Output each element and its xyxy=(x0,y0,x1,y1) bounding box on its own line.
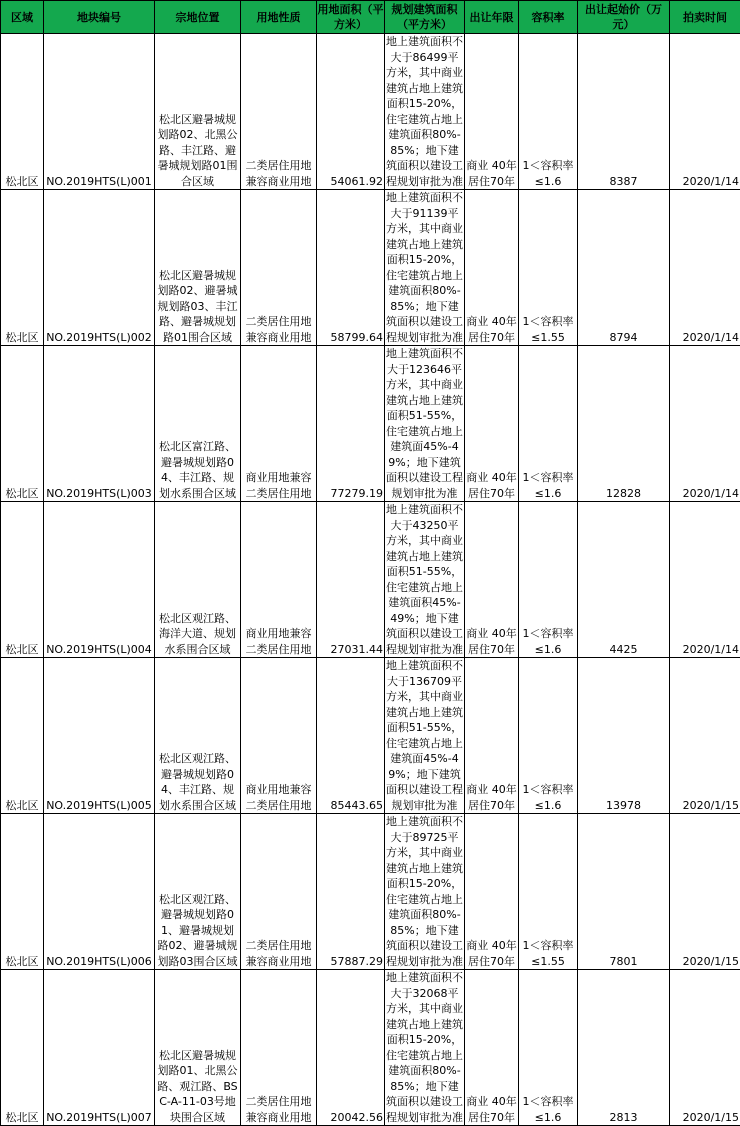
cell-code: NO.2019HTS(L)005 xyxy=(44,658,155,814)
cell-district: 松北区 xyxy=(1,190,44,346)
cell-far: 1＜容积率≤1.6 xyxy=(519,502,578,658)
cell-term: 商业 40年居住70年 xyxy=(465,190,519,346)
cell-code: NO.2019HTS(L)007 xyxy=(44,970,155,1126)
cell-gfa: 地上建筑面积不大于136709平方米，其中商业建筑占地上建筑面积51-55%，住宅建筑占地上建筑面45%-49%；地下建筑面积以建设工程规划审批为准 xyxy=(385,658,465,814)
header-area: 用地面积（平方米） xyxy=(317,1,385,34)
cell-area: 85443.65 xyxy=(317,658,385,814)
cell-far: 1＜容积率≤1.55 xyxy=(519,814,578,970)
cell-code: NO.2019HTS(L)002 xyxy=(44,190,155,346)
cell-gfa: 地上建筑面积不大于86499平方米，其中商业建筑占地上建筑面积15-20%，住宅建筑占地上建筑面积80%-85%；地下建筑面积以建设工程规划审批为准 xyxy=(385,34,465,190)
cell-area: 77279.19 xyxy=(317,346,385,502)
cell-location: 松北区富江路、避暑城规划路04、丰江路、规划水系围合区域 xyxy=(155,346,241,502)
cell-far: 1＜容积率≤1.6 xyxy=(519,658,578,814)
cell-far: 1＜容积率≤1.6 xyxy=(519,970,578,1126)
cell-date: 2020/1/15 xyxy=(670,970,740,1126)
cell-district: 松北区 xyxy=(1,502,44,658)
header-price: 出让起始价（万元） xyxy=(578,1,670,34)
cell-date: 2020/1/14 xyxy=(670,34,740,190)
cell-gfa: 地上建筑面积不大于123646平方米，其中商业建筑占地上建筑面积51-55%，住宅建筑占地上建筑面45%-49%；地下建筑面积以建设工程规划审批为准 xyxy=(385,346,465,502)
cell-price: 2813 xyxy=(578,970,670,1126)
cell-code: NO.2019HTS(L)004 xyxy=(44,502,155,658)
cell-term: 商业 40年居住70年 xyxy=(465,970,519,1126)
cell-price: 7801 xyxy=(578,814,670,970)
header-far: 容积率 xyxy=(519,1,578,34)
cell-district: 松北区 xyxy=(1,658,44,814)
cell-location: 松北区观江路、海洋大道、规划水系围合区域 xyxy=(155,502,241,658)
cell-use: 二类居住用地兼容商业用地 xyxy=(241,190,317,346)
header-row xyxy=(1,1,740,34)
cell-use: 二类居住用地兼容商业用地 xyxy=(241,970,317,1126)
table-row xyxy=(1,34,740,190)
cell-date: 2020/1/15 xyxy=(670,658,740,814)
cell-use: 商业用地兼容二类居住用地 xyxy=(241,658,317,814)
cell-gfa: 地上建筑面积不大于43250平方米，其中商业建筑占地上建筑面积51-55%，住宅建筑占地上建筑面积45%-49%；地下建筑面积以建设工程规划审批为准 xyxy=(385,502,465,658)
cell-gfa: 地上建筑面积不大于32068平方米，其中商业建筑占地上建筑面积15-20%，住宅建筑占地上建筑面积80%-85%；地下建筑面积以建设工程规划审批为准 xyxy=(385,970,465,1126)
cell-code: NO.2019HTS(L)003 xyxy=(44,346,155,502)
cell-far: 1＜容积率≤1.55 xyxy=(519,190,578,346)
cell-use: 二类居住用地兼容商业用地 xyxy=(241,34,317,190)
cell-price: 13978 xyxy=(578,658,670,814)
cell-far: 1＜容积率≤1.6 xyxy=(519,346,578,502)
cell-price: 12828 xyxy=(578,346,670,502)
cell-term: 商业 40年居住70年 xyxy=(465,658,519,814)
cell-date: 2020/1/14 xyxy=(670,346,740,502)
cell-district: 松北区 xyxy=(1,814,44,970)
table-row xyxy=(1,970,740,1126)
table-row xyxy=(1,814,740,970)
header-use: 用地性质 xyxy=(241,1,317,34)
table-row xyxy=(1,190,740,346)
cell-code: NO.2019HTS(L)001 xyxy=(44,34,155,190)
header-term: 出让年限 xyxy=(465,1,519,34)
cell-term: 商业 40年居住70年 xyxy=(465,502,519,658)
cell-use: 二类居住用地兼容商业用地 xyxy=(241,814,317,970)
cell-far: 1＜容积率≤1.6 xyxy=(519,34,578,190)
cell-area: 58799.64 xyxy=(317,190,385,346)
header-location: 宗地位置 xyxy=(155,1,241,34)
cell-district: 松北区 xyxy=(1,346,44,502)
cell-code: NO.2019HTS(L)006 xyxy=(44,814,155,970)
cell-use: 商业用地兼容二类居住用地 xyxy=(241,502,317,658)
cell-area: 57887.29 xyxy=(317,814,385,970)
table-row xyxy=(1,346,740,502)
cell-price: 8387 xyxy=(578,34,670,190)
cell-location: 松北区观江路、避暑城规划路04、丰江路、规划水系围合区域 xyxy=(155,658,241,814)
table-row xyxy=(1,502,740,658)
cell-date: 2020/1/15 xyxy=(670,814,740,970)
cell-date: 2020/1/14 xyxy=(670,502,740,658)
header-district: 区域 xyxy=(1,1,44,34)
table-row xyxy=(1,658,740,814)
cell-area: 27031.44 xyxy=(317,502,385,658)
cell-location: 松北区避暑城规划路02、北黑公路、丰江路、避暑城规划路01围合区域 xyxy=(155,34,241,190)
header-gfa: 规划建筑面积（平方米） xyxy=(385,1,465,34)
cell-location: 松北区避暑城规划路02、避暑城规划路03、丰江路、避暑城规划路01围合区域 xyxy=(155,190,241,346)
cell-date: 2020/1/14 xyxy=(670,190,740,346)
cell-term: 商业 40年居住70年 xyxy=(465,34,519,190)
cell-area: 54061.92 xyxy=(317,34,385,190)
cell-gfa: 地上建筑面积不大于91139平方米，其中商业建筑占地上建筑面积15-20%，住宅建筑占地上建筑面积80%-85%；地下建筑面积以建设工程规划审批为准 xyxy=(385,190,465,346)
cell-use: 商业用地兼容二类居住用地 xyxy=(241,346,317,502)
cell-area: 20042.56 xyxy=(317,970,385,1126)
cell-price: 8794 xyxy=(578,190,670,346)
cell-term: 商业 40年居住70年 xyxy=(465,346,519,502)
cell-term: 商业 40年居住70年 xyxy=(465,814,519,970)
header-date: 拍卖时间 xyxy=(670,1,740,34)
cell-location: 松北区观江路、避暑城规划路01、避暑城规划路02、避暑城规划路03围合区域 xyxy=(155,814,241,970)
cell-district: 松北区 xyxy=(1,970,44,1126)
cell-location: 松北区避暑城规划路01、北黑公路、观江路、BSC-A-11-03号地块围合区域 xyxy=(155,970,241,1126)
header-code: 地块编号 xyxy=(44,1,155,34)
cell-district: 松北区 xyxy=(1,34,44,190)
cell-gfa: 地上建筑面积不大于89725平方米，其中商业建筑占地上建筑面积15-20%，住宅建筑占地上建筑面积80%-85%；地下建筑面积以建设工程规划审批为准 xyxy=(385,814,465,970)
cell-price: 4425 xyxy=(578,502,670,658)
